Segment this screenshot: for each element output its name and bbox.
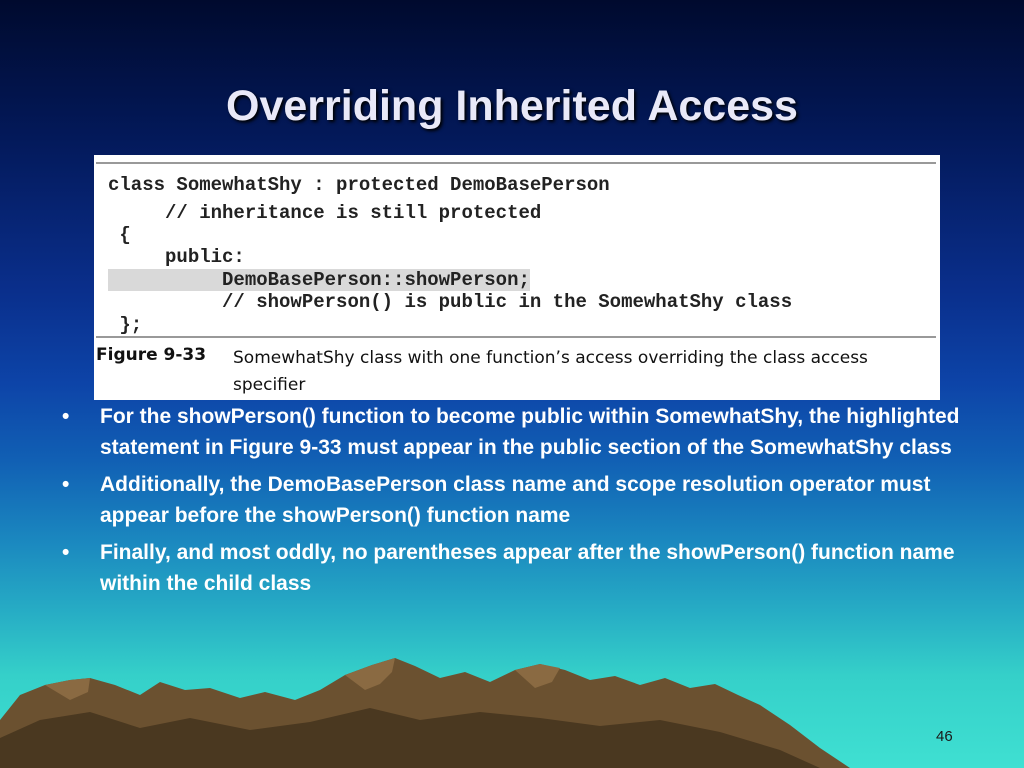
bullet-text: Additionally, the DemoBasePerson class name and scope resolution operator must appear before the showPerson() function name (100, 473, 931, 527)
figure-panel (94, 155, 940, 400)
figure-caption-text: SomewhatShy class with one function’s access overriding the class access specifier (233, 348, 868, 395)
bullet-item (60, 537, 970, 599)
code-line: { (108, 224, 131, 246)
code-listing (96, 162, 936, 338)
bullet-icon: • (62, 541, 70, 564)
code-line: }; (108, 314, 143, 336)
bullet-text: Finally, and most oddly, no parentheses appear after the showPerson() function name within the child class (100, 541, 955, 595)
code-line: // inheritance is still protected (108, 202, 542, 224)
code-line-highlighted: DemoBasePerson::showPerson; (108, 269, 530, 291)
code-line: public: (108, 246, 245, 268)
bullet-list (60, 401, 970, 605)
bullet-icon: • (62, 473, 70, 496)
code-line: class SomewhatShy : protected DemoBasePerson (108, 174, 610, 196)
page-number: 46 (936, 728, 953, 745)
bullet-item (60, 401, 970, 463)
bullet-item (60, 469, 970, 531)
figure-caption-label: Figure 9-33 (96, 345, 207, 365)
code-line: // showPerson() is public in the SomewhatShy class (108, 291, 793, 313)
bullet-text: For the showPerson() function to become public within SomewhatShy, the highlighted statement in Figure 9-33 must appear in the public section of the SomewhatShy class (100, 405, 960, 459)
bullet-icon: • (62, 405, 70, 428)
mountain-range-illustration (0, 600, 1024, 768)
slide-title: Overriding Inherited Access (226, 82, 798, 130)
